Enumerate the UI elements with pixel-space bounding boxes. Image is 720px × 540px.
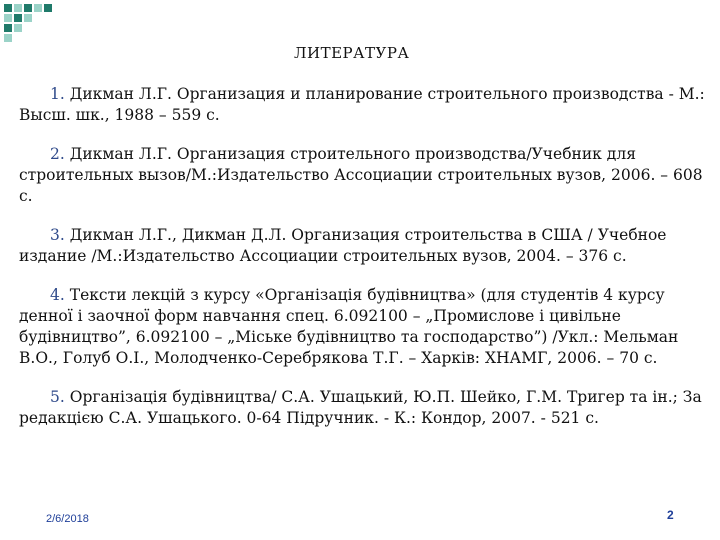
deco-square: [44, 4, 52, 12]
reference-item: [19, 225, 709, 267]
deco-square: [4, 24, 12, 32]
reference-item: [19, 84, 709, 126]
reference-text: Тексти лекцій з курсу «Організація будівництва» (для студентів 4 курсу денної і заочної форм навчання спец. 6.092100 – „Промислове і цивільне будівництво”, 6.092100 – „Міське будівництво та господарство”) /Укл.: Мельман В.О., Голуб О.І., Молодченко-Серебрякова Т.Г. – Харків: ХНАМГ, 2006. – 70 с.: [19, 286, 679, 367]
deco-square: [4, 34, 12, 42]
reference-text: Дикман Л.Г. Организация и планирование строительного производства - М.: Высш. шк., 1988 – 559 с.: [19, 85, 705, 124]
reference-item: [19, 144, 709, 207]
deco-square: [34, 4, 42, 12]
reference-number: 2.: [50, 145, 65, 163]
reference-list: [19, 84, 709, 447]
reference-number: 1.: [50, 85, 65, 103]
reference-item: [19, 387, 709, 429]
deco-square: [14, 24, 22, 32]
deco-square: [14, 14, 22, 22]
deco-square: [24, 14, 32, 22]
deco-square: [24, 4, 32, 12]
reference-number: 4.: [50, 286, 65, 304]
reference-text: Дикман Л.Г., Дикман Д.Л. Организация строительства в США / Учебное издание /М.:Издательство Ассоциации строительных вузов, 2004. – 376 с.: [19, 226, 667, 265]
page-title: ЛИТЕРАТУРА: [294, 44, 410, 62]
reference-number: 5.: [50, 388, 65, 406]
deco-square: [4, 14, 12, 22]
reference-text: Організація будівництва/ С.А. Ушацький, Ю.П. Шейко, Г.М. Тригер та ін.; За редакцією С.А. Ушацького. 0-64 Підручник. - К.: Кондор, 2007. - 521 с.: [19, 388, 702, 427]
footer-date: 2/6/2018: [46, 513, 89, 525]
reference-number: 3.: [50, 226, 65, 244]
reference-item: [19, 285, 709, 369]
deco-square: [14, 4, 22, 12]
reference-text: Дикман Л.Г. Организация строительного производства/Учебник для строительных вызов/М.:Издательство Ассоциации строительных вузов, 2006. – 608 с.: [19, 145, 703, 205]
deco-square: [4, 4, 12, 12]
decorative-squares: [0, 0, 60, 44]
page-number: 2: [667, 508, 674, 522]
